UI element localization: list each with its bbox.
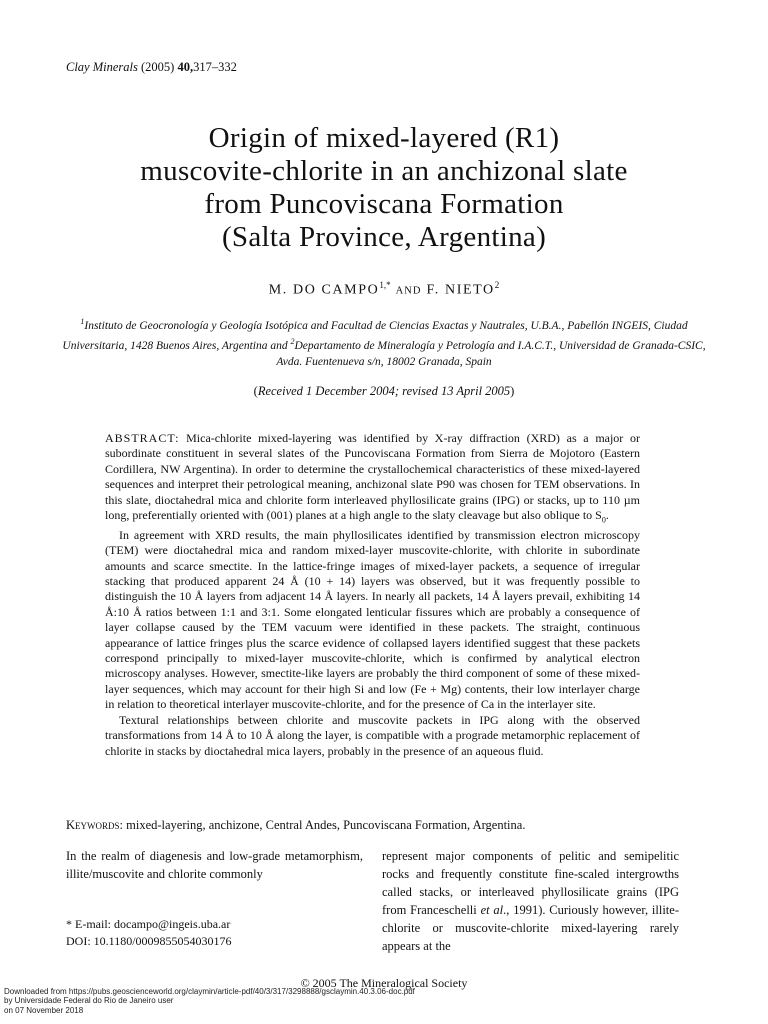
title-line: muscovite-chlorite in an anchizonal slate	[140, 155, 628, 187]
journal-citation	[66, 60, 237, 75]
affiliations	[60, 314, 708, 370]
body-text: represent major components of pelitic and semipelitic rocks and frequently constitute fine-scaled intergrowths called stacks, or interleaved phyllosilicate grains (IPG from Franceschelli	[382, 849, 679, 917]
title-line: Origin of mixed-layered (R1)	[208, 122, 560, 154]
affiliation-mark: 2	[290, 337, 295, 347]
footnote	[66, 916, 232, 950]
author-name: M. DO CAMPO	[268, 282, 380, 298]
keywords	[66, 818, 525, 833]
author-affiliation-mark: 2	[494, 280, 500, 290]
download-line: by Universidade Federal do Rio de Janeiro user	[4, 996, 174, 1006]
affiliation-text: Departamento de Mineralogía y Petrología and I.A.C.T., Universidad de Granada-CSIC, Avda. Fuentenueva s/n, 18002 Granada, Spain	[276, 340, 706, 368]
footnote-email: * E-mail: docampo@ingeis.uba.ar	[66, 917, 231, 931]
keywords-text: mixed-layering, anchizone, Central Andes, Puncoviscana Formation, Argentina.	[123, 818, 526, 832]
article-title	[40, 122, 728, 254]
abstract	[105, 431, 640, 759]
title-line: from Puncoviscana Formation	[204, 188, 564, 220]
copyright: © 2005 The Mineralogical Society	[300, 976, 468, 990]
body-text-italic: et al	[480, 903, 504, 917]
abstract-subscript: 0	[601, 515, 606, 525]
journal-volume: 40,	[177, 60, 194, 74]
authors	[0, 280, 768, 299]
affiliation-text: Instituto de Geocronología y Geología Isotópica and Facultad de Ciencias Exactas y Nautrales, U.B.A., Pabellón INGEIS, Ciudad Universitaria, 1428 Buenos Aires, Argentina and	[62, 319, 688, 353]
abstract-heading: ABSTRACT:	[105, 431, 180, 445]
journal-year: (2005)	[141, 60, 175, 74]
body-text: ., 1991). Curiously however, illite-chlorite or muscovite-chlorite mixed-layering rarely appears at the	[382, 903, 679, 953]
journal-name: Clay Minerals	[66, 60, 138, 74]
received-dates: (Received 1 December 2004; revised 13 April 2005)	[253, 384, 515, 398]
author-name: F. NIETO	[426, 282, 495, 298]
keywords-heading: Keywords:	[66, 818, 123, 832]
abstract-paragraph: In agreement with XRD results, the main phyllosilicates identified by transmission electron microscopy (TEM) were dioctahedral mica and random mixed-layer muscovite-chlorite, with chlorite in subordinate amounts and scarce smectite. In the lattice-fringe images of mixed-layer packets, a sequence of irregular stacking that produced apparent 24 Å (10 + 14) layers was observed, but it was frequently possible to distinguish the 10 Å layers from adjacent 14 Å layers. In nearly all packets, 14 Å layers prevail, exhibiting 14 Å:10 Å ratios between 1:1 and 3:1. Some elongated lenticular fissures which are probably a consequence of layer collapse caused by the TEM vacuum were identified in these packets. The straight, continuous appearance of lattice fringes plus the scarce evidence of collapsed layers identified suggest that these packets correspond principally to mixed-layer muscovite-chlorite, which is confirmed by analytical electron microscopy analyses. However, smectite-like layers are probably the third component of some of these mixed-layer sequences, which may account for their high Si and low (Fe + Mg) contents, their low interlayer charge in relation to theoretical interlayer muscovite-chlorite, and for the presence of Ca in the interlayer site.	[105, 527, 640, 712]
abstract-paragraph	[105, 431, 640, 528]
authors-conjunction: AND	[395, 285, 422, 297]
author-affiliation-mark: 1,*	[379, 280, 391, 290]
title-line: (Salta Province, Argentina)	[221, 221, 547, 253]
abstract-paragraph: Textural relationships between chlorite and muscovite packets in IPG along with the observed transformations from 14 Å to 10 Å along the layer, is compatible with a prograde metamorphic replacement of chlorite in stacks by dioctahedral mica layers, probably in the presence of an aqueous fluid.	[105, 712, 640, 758]
received-text: Received 1 December 2004; revised 13 April 2005	[257, 384, 511, 398]
abstract-text: .	[605, 508, 609, 523]
footnote-doi: DOI: 10.1180/0009855054030176	[66, 934, 232, 948]
affiliation-mark: 1	[80, 317, 85, 326]
body-column-left: In the realm of diagenesis and low-grade metamorphism, illite/muscovite and chlorite commonly	[66, 849, 363, 881]
download-notice	[4, 987, 415, 1015]
download-line: Downloaded from https://pubs.geoscienceworld.org/claymin/article-pdf/40/3/317/3298888/gsclaymin.40.3.06-doc.pdf	[4, 987, 415, 996]
download-line: on 07 November 2018	[4, 1005, 84, 1015]
abstract-text: Mica-chlorite mixed-layering was identified by X-ray diffraction (XRD) as a major or subordinate constituent in several slates of the Puncoviscana Formation from Sierra de Mojotoro (Eastern Cordillera, NW Argentina). In order to determine the crystallochemical characteristics of these mixed-layered sequences and interpret their petrological meaning, anchizonal slate P90 was chosen for TEM observations. In this slate, dioctahedral mica and chlorite form interleaved phyllosilicate grains (IPG) or stacks, up to 110 µm long, preferentially oriented with (001) planes at a high angle to the slaty cleavage but also oblique to S	[105, 431, 640, 523]
body-column-right	[382, 847, 679, 955]
journal-pages: 317–332	[193, 60, 237, 74]
